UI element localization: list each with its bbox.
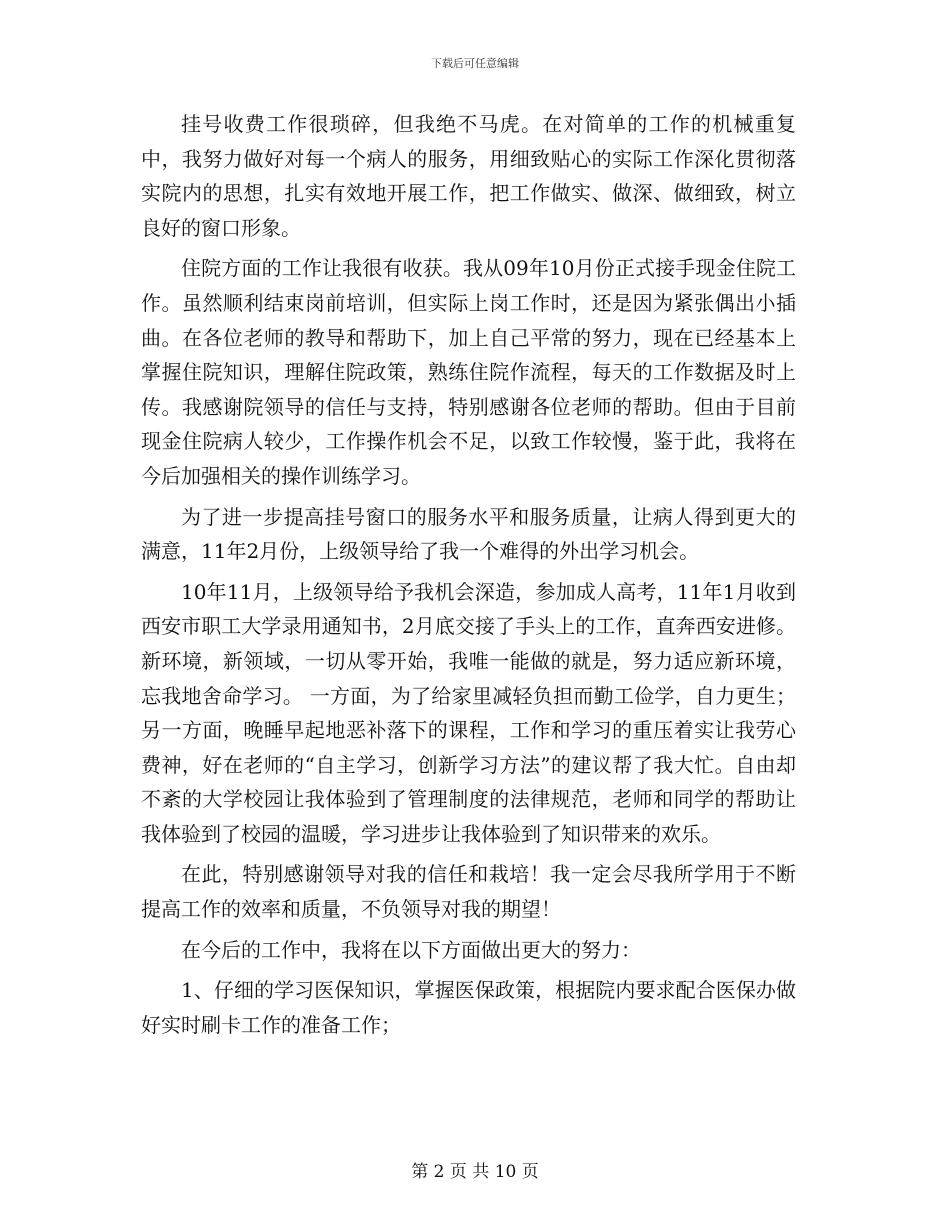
paragraph-1: 挂号收费工作很琐碎，但我绝不马虎。在对简单的工作的机械重复中，我努力做好对每一个病人的服务，用细致贴心的实际工作深化贯彻落实院内的思想，扎实有效地开展工作，把工作做实、做深、做细致，树立良好的窗口形象。: [141, 112, 796, 240]
paragraph-7: 1、仔细的学习医保知识，掌握医保政策，根据院内要求配合医保办做好实时刷卡工作的准备工作；: [141, 978, 796, 1037]
paragraph-3: 为了进一步提高挂号窗口的服务水平和服务质量，让病人得到更大的满意，11年2月份，上级领导给了我一个难得的外出学习机会。: [141, 504, 796, 564]
page-number-footer: 第 2 页 共 10 页: [411, 1162, 539, 1182]
paragraph-5: 在此，特别感谢领导对我的信任和栽培！我一定会尽我所学用于不断提高工作的效率和质量，不负领导对我的期望！: [141, 862, 796, 922]
body-text: [141, 107, 796, 1042]
paragraph-4: 10年11月，上级领导给予我机会深造，参加成人高考，11年1月收到西安市职工大学录用通知书，2月底交接了手头上的工作，直奔西安进修。新环境，新领域，一切从零开始，我唯一能做的就是，努力适应新环境，忘我地舍命学习。 一方面，为了给家里减轻负担而勤工俭学，自力更生；另一方面，晚睡早起地恶补落下的课程，工作和学习的重压着实让我劳心费神，好在老师的“自主学习，创新学习方法”的建议帮了我大忙。自由却不紊的大学校园让我体验到了管理制度的法律规范，老师和同学的帮助让我体验到了校园的温暖，学习进步让我体验到了知识带来的欢乐。: [141, 579, 796, 846]
paragraph-2: 住院方面的工作让我很有收获。我从09年10月份正式接手现金住院工作。虽然顺利结束岗前培训，但实际上岗工作时，还是因为紧张偶出小插曲。在各位老师的教导和帮助下，加上自己平常的努力，现在已经基本上掌握住院知识，理解住院政策，熟练住院作流程，每天的工作数据及时上传。我感谢院领导的信任与支持，特别感谢各位老师的帮助。但由于目前现金住院病人较少，工作操作机会不足，以致工作较慢，鉴于此，我将在今后加强相关的操作训练学习。: [141, 256, 796, 488]
page-header: 下载后可任意编辑: [431, 57, 519, 70]
paragraph-6: 在今后的工作中，我将在以下方面做出更大的努力：: [181, 937, 641, 962]
